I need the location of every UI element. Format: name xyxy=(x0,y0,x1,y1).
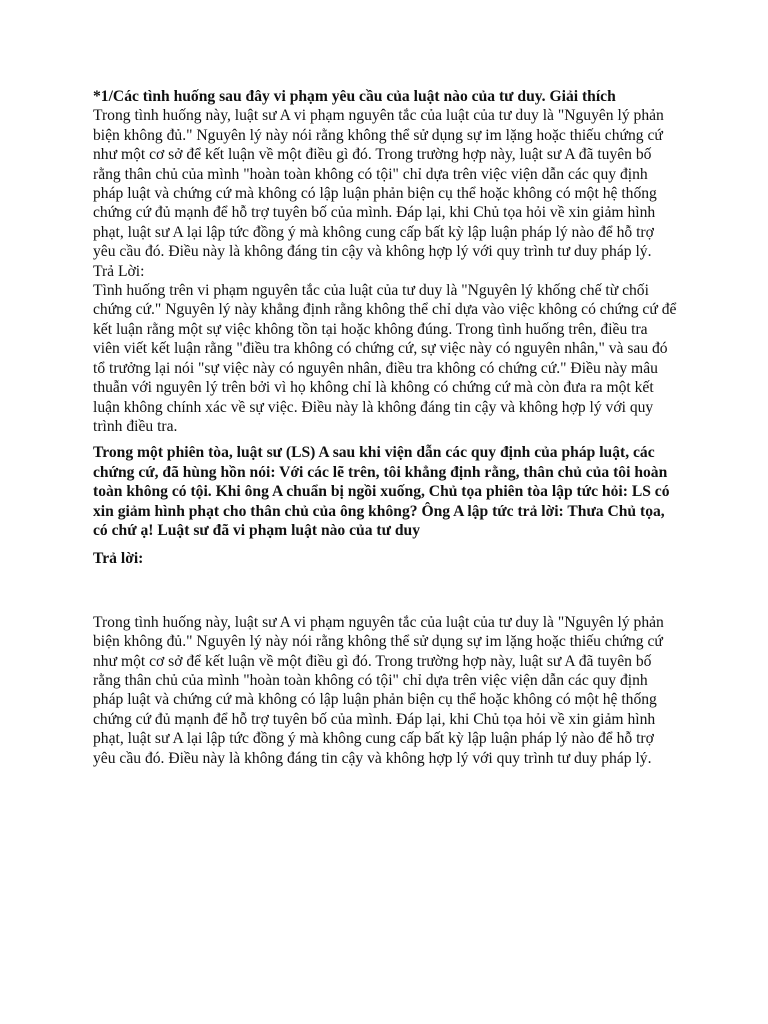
answer-paragraph-2: Tình huống trên vi phạm nguyên tắc của luật của tư duy là "Nguyên lý khống chế từ chối chứng cứ." Nguyên lý này khẳng định rằng không thể chỉ dựa vào việc không có chứng cứ để kết luận rằng một sự việc không tồn tại hoặc không đúng. Trong tình huống trên, điều tra viên viết kết luận rằng "điều tra không có chứng cứ, sự việc này có nguyên nhân," và sau đó tổ trưởng lại nói "sự việc này có nguyên nhân, điều tra không có chứng cứ." Điều này mâu thuẫn với nguyên lý trên bởi vì họ không chỉ là không có chứng cứ mà còn đưa ra một kết luận không chính xác về sự việc. Điều này là không đáng tin cậy và không hợp lý với quy trình điều tra. xyxy=(93,282,677,435)
question-1-heading: *1/Các tình huống sau đây vi phạm yêu cầu của luật nào của tư duy. Giải thích xyxy=(93,88,616,105)
question-2-text: Trong một phiên tòa, luật sư (LS) A sau khi viện dẫn các quy định của pháp luật, các chứng cứ, đã hùng hồn nói: Với các lẽ trên, tôi khẳng định rằng, thân chủ của tôi hoàn toàn không có tội. Khi ông A chuẩn bị ngồi xuống, Chủ tọa phiên tòa lập tức hỏi: LS có xin giảm hình phạt cho thân chủ của ông không? Ông A lập tức trả lời: Thưa Chủ tọa, có chứ ạ! Luật sư đã vi phạm luật nào của tư duy xyxy=(93,444,670,539)
answer-label-1: Trả Lời: xyxy=(93,262,145,280)
answer-label-2: Trả lời: xyxy=(93,550,144,568)
document-page xyxy=(93,87,677,768)
answer-paragraph-3: Trong tình huống này, luật sư A vi phạm nguyên tắc của luật của tư duy là "Nguyên lý phản biện không đủ." Nguyên lý này nói rằng không thể sử dụng sự im lặng hoặc thiếu chứng cứ như một cơ sở để kết luận về một điều gì đó. Trong trường hợp này, luật sư A đã tuyên bố rằng thân chủ của mình "hoàn toàn không có tội" chỉ dựa trên việc viện dẫn các quy định pháp luật và chứng cứ mà không có lập luận phản biện cụ thể hoặc không có một hệ thống chứng cứ đủ mạnh để hỗ trợ tuyên bố của mình. Đáp lại, khi Chủ tọa hỏi về xin giảm hình phạt, luật sư A lại lập tức đồng ý mà không cung cấp bất kỳ lập luận pháp lý nào để hỗ trợ yêu cầu đó. Điều này là không đáng tin cậy và không hợp lý với quy trình tư duy pháp lý. xyxy=(93,613,664,767)
answer-paragraph-1: Trong tình huống này, luật sư A vi phạm nguyên tắc của luật của tư duy là "Nguyên lý phản biện không đủ." Nguyên lý này nói rằng không thể sử dụng sự im lặng hoặc thiếu chứng cứ như một cơ sở để kết luận về một điều gì đó. Trong trường hợp này, luật sư A đã tuyên bố rằng thân chủ của mình "hoàn toàn không có tội" chỉ dựa trên việc viện dẫn các quy định pháp luật và chứng cứ mà không có lập luận phản biện cụ thể hoặc không có một hệ thống chứng cứ đủ mạnh để hỗ trợ tuyên bố của mình. Đáp lại, khi Chủ tọa hỏi về xin giảm hình phạt, luật sư A lại lập tức đồng ý mà không cung cấp bất kỳ lập luận pháp lý nào để hỗ trợ yêu cầu đó. Điều này là không đáng tin cậy và không hợp lý với quy trình tư duy pháp lý. xyxy=(93,107,664,261)
